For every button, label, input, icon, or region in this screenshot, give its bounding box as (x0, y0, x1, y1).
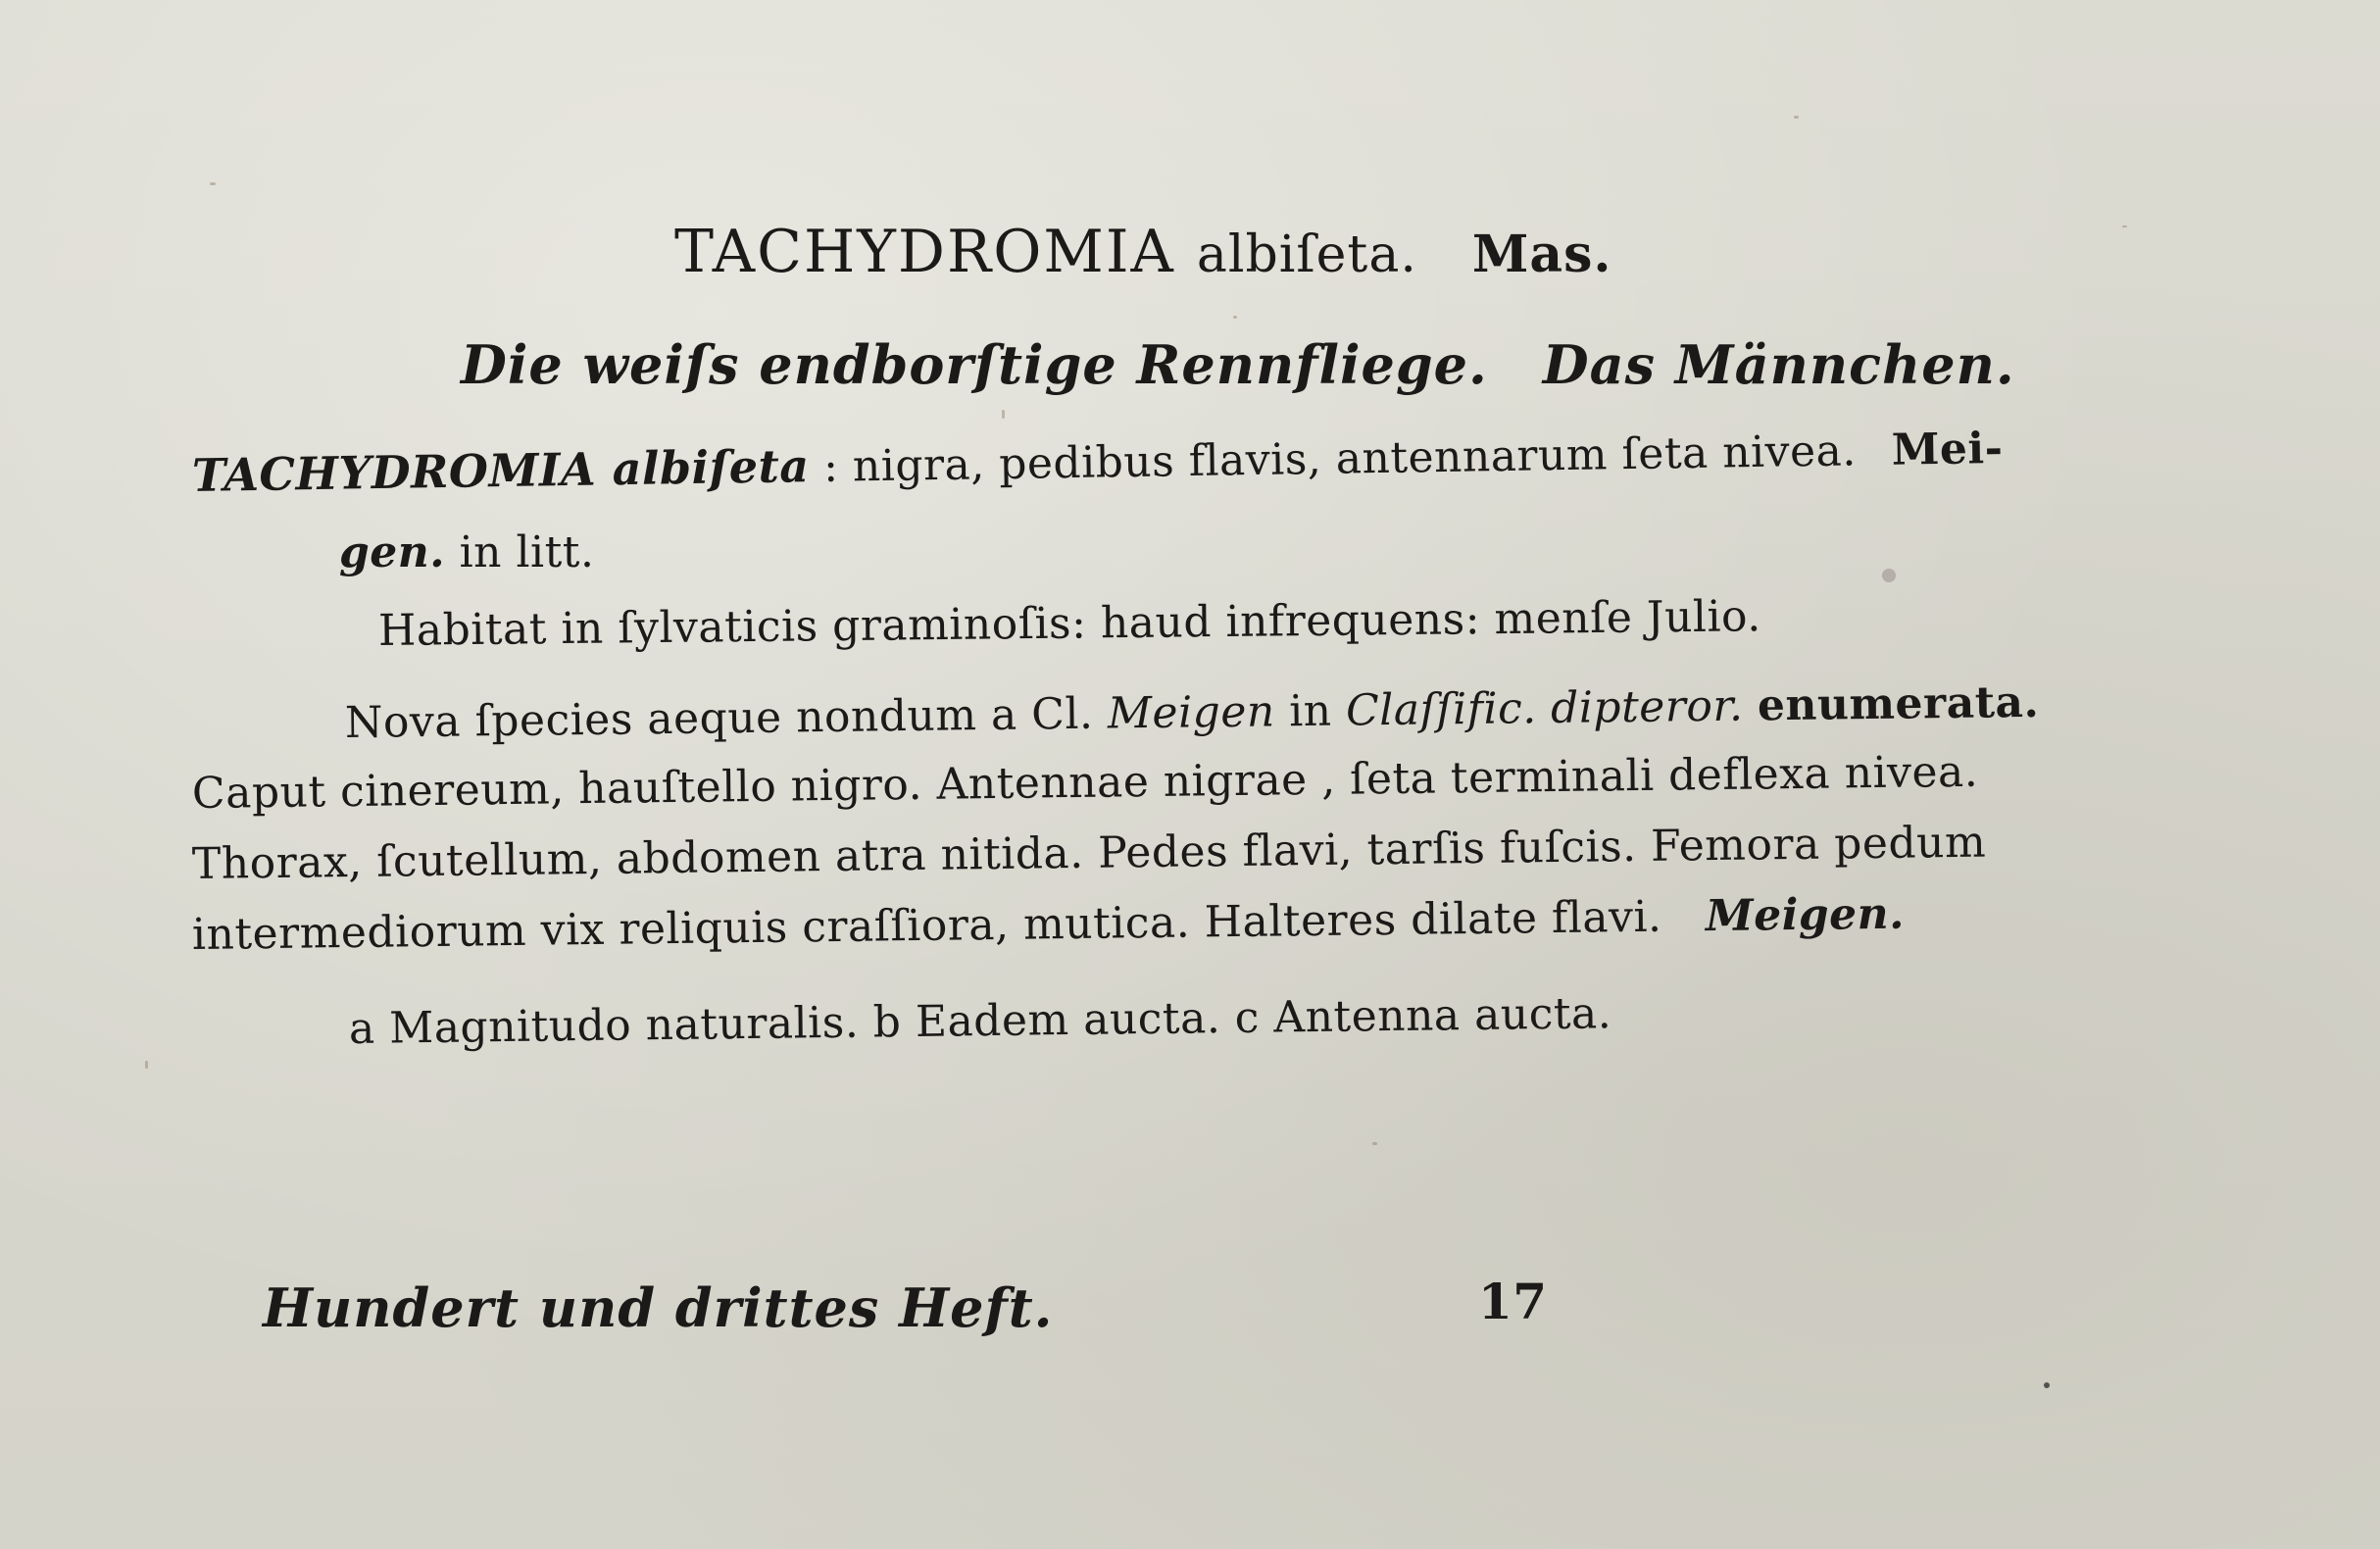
description-text: enumerata. (1757, 676, 2040, 731)
title-sex: Mas. (1471, 225, 1612, 284)
paper-fiber (1002, 410, 1005, 419)
title-genus: TACHYDROMIA (674, 218, 1175, 286)
subtitle-sex: Das Männchen. (1542, 333, 2015, 396)
signature-mark: 17 (1478, 1273, 1548, 1330)
diagnosis-author: Mei- (1891, 423, 2004, 475)
paper-fiber (2044, 1382, 2050, 1388)
diagnosis-author-cont: gen. (339, 527, 446, 577)
description-author: Meigen. (1705, 888, 1906, 942)
description-text: Nova ſpecies aeque nondum a Cl. (344, 688, 1094, 748)
title-species: albiſeta. (1196, 225, 1417, 284)
description-text: in (1288, 685, 1332, 737)
paper-fiber (2122, 225, 2127, 227)
description-line-1 (345, 677, 2040, 748)
paper-fiber (1794, 116, 1799, 119)
description-text: intermediorum vix reliquis craſſiora, mutica. Halteres dilate flavi. (191, 891, 1662, 960)
diagnosis-litt: in litt. (459, 527, 595, 577)
paper-fiber (1882, 569, 1896, 582)
subtitle-name: Die weiſs endborſtige Rennfliege. (461, 333, 1488, 396)
description-line-4 (192, 889, 1906, 960)
diagnosis-text: : nigra, pedibus flavis, antennarum ſeta nivea. (822, 425, 1858, 492)
description-line-3: Thorax, ſcutellum, abdomen atra nitida. Pedes flavi, tarſis fuſcis. Femora pedum (191, 817, 1987, 889)
description-line-2: Caput cinereum, hauſtello nigro. Antennae nigrae , ſeta terminali deflexa nivea. (191, 746, 1979, 819)
diagnosis-name: TACHYDROMIA albiſeta (191, 439, 811, 502)
figure-legend: a Magnitudo naturalis. b Eadem aucta. c Antenna aucta. (348, 988, 1612, 1054)
plate-title (674, 218, 1612, 286)
paper-fiber (210, 182, 216, 185)
paper-fiber (145, 1061, 148, 1069)
description-author: Meigen (1107, 686, 1275, 739)
paper-fiber (1233, 316, 1237, 319)
description-reference: Claſſific. dipteror. (1345, 680, 1744, 736)
plate-subtitle (461, 333, 2015, 396)
paper-fiber (1372, 1142, 1377, 1145)
issue-label: Hundert und drittes Heft. (263, 1276, 1054, 1339)
habitat-text: Habitat in ſylvaticis graminoſis: haud infrequens: menſe Julio. (377, 591, 1761, 656)
diagnosis-line-2 (339, 527, 594, 577)
diagnosis-line-1 (192, 421, 2004, 502)
